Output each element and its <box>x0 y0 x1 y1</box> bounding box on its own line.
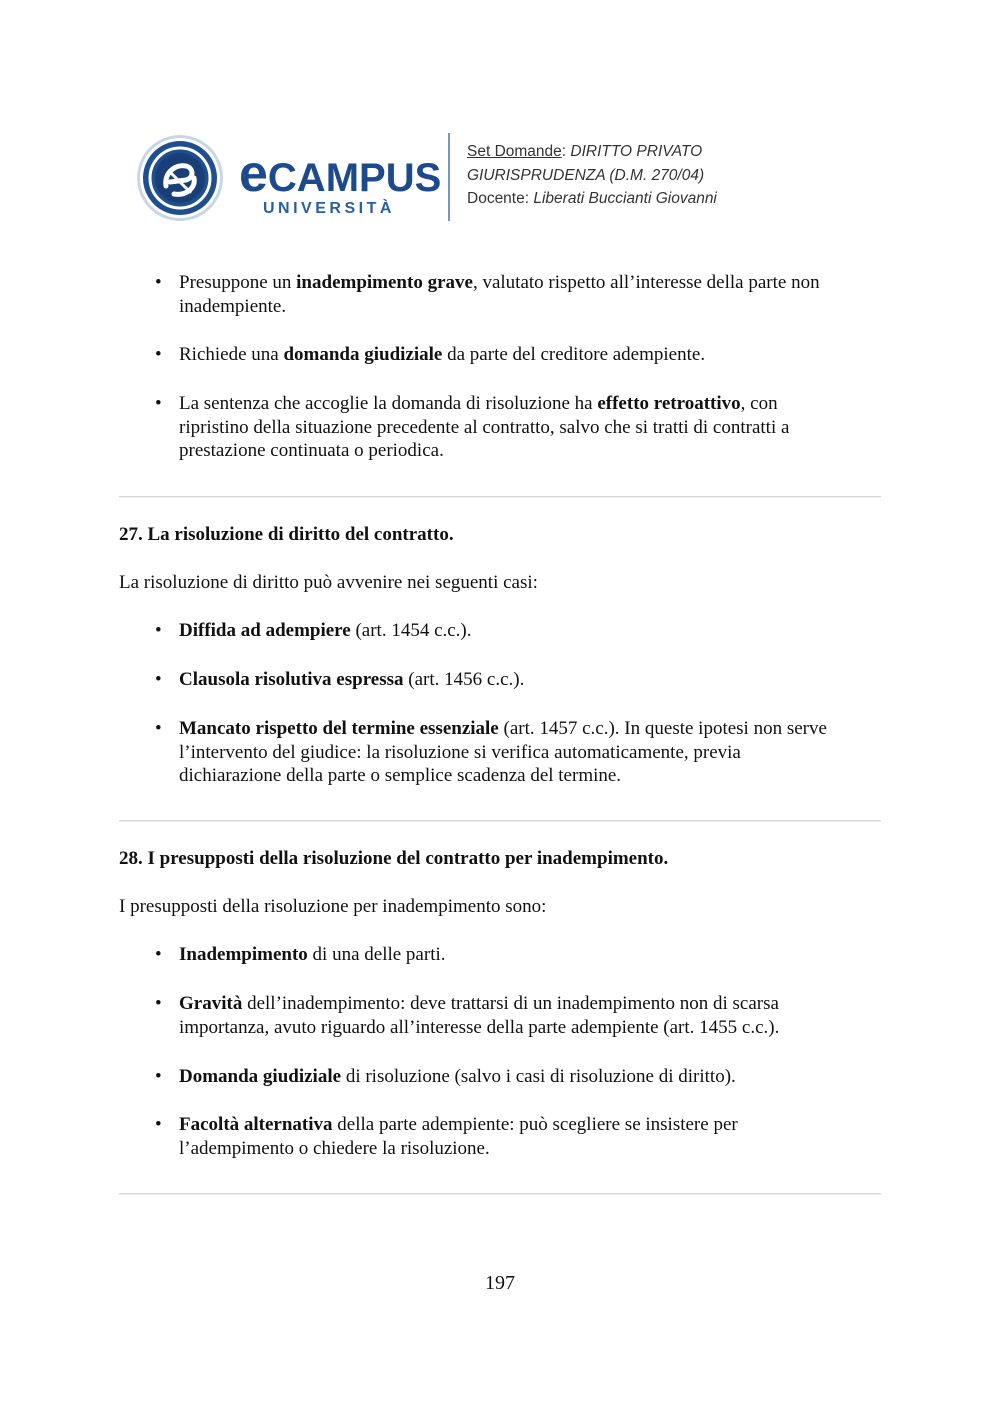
section-28-title: 28. I presupposti della risoluzione del contratto per inadempimento. <box>119 848 669 869</box>
section-27-title: 27. La risoluzione di diritto del contratto. <box>119 524 454 545</box>
page-number: 197 <box>485 1272 515 1294</box>
section-divider <box>119 1193 881 1195</box>
logo-universita-text: UNIVERSITÀ <box>263 200 395 217</box>
header-divider <box>448 133 450 221</box>
section-27-intro: La risoluzione di diritto può avvenire nei seguenti casi: <box>119 572 538 593</box>
course-line: GIURISPRUDENZA (D.M. 270/04) <box>467 166 705 184</box>
docente-line: Docente: Liberati Buccianti Giovanni <box>467 190 717 207</box>
list-item: • La sentenza che accoglie la domanda di risoluzione ha effetto retroattivo, con ripristino della situazione precedente al contratto, salvo che si tratti di contratti a prestazione continuata o periodica. <box>155 393 790 461</box>
section-28-intro: I presupposti della risoluzione per inadempimento sono: <box>119 896 547 917</box>
section-divider <box>119 820 881 822</box>
ecampus-seal-logo <box>136 134 224 222</box>
bullet-icon: • <box>155 993 162 1014</box>
list-item: • Facoltà alternativa della parte adempiente: può scegliere se insistere per l’adempimento o chiedere la risoluzione. <box>155 1114 738 1159</box>
set-domande-line: Set Domande: DIRITTO PRIVATO <box>467 143 703 160</box>
logo-ecampus-text: eCAMPUS <box>239 145 442 203</box>
bullet-icon: • <box>155 1066 162 1087</box>
list-item: • Presuppone un inadempimento grave, valutato rispetto all’interesse della parte non inadempiente. <box>155 272 820 317</box>
bullet-icon: • <box>155 620 162 641</box>
bullet-icon: • <box>155 272 162 293</box>
ecampus-wordmark <box>239 145 442 222</box>
list-item: • Richiede una domanda giudiziale da parte del creditore adempiente. <box>155 344 706 365</box>
list-item: • Mancato rispetto del termine essenziale (art. 1457 c.c.). In queste ipotesi non serve l’intervento del giudice: la risoluzione si verifica automaticamente, previa dichiarazione della parte o semplice scadenza del termine. <box>155 718 827 786</box>
bullet-icon: • <box>155 344 162 365</box>
section-divider <box>119 496 881 498</box>
bullet-icon: • <box>155 669 162 690</box>
bullet-icon: • <box>155 393 162 414</box>
bullet-icon: • <box>155 718 162 739</box>
list-item: • Diffida ad adempiere (art. 1454 c.c.). <box>155 620 472 641</box>
bullet-icon: • <box>155 944 162 965</box>
list-item: • Domanda giudiziale di risoluzione (salvo i casi di risoluzione di diritto). <box>155 1066 736 1087</box>
list-item: • Clausola risolutiva espressa (art. 1456 c.c.). <box>155 669 525 690</box>
list-item: • Inadempimento di una delle parti. <box>155 944 446 965</box>
header-info <box>467 140 717 211</box>
bullet-icon: • <box>155 1114 162 1135</box>
list-item: • Gravità dell’inadempimento: deve trattarsi di un inadempimento non di scarsa importanza, avuto riguardo all’interesse della parte adempiente (art. 1455 c.c.). <box>155 993 780 1038</box>
page-header <box>136 130 756 225</box>
